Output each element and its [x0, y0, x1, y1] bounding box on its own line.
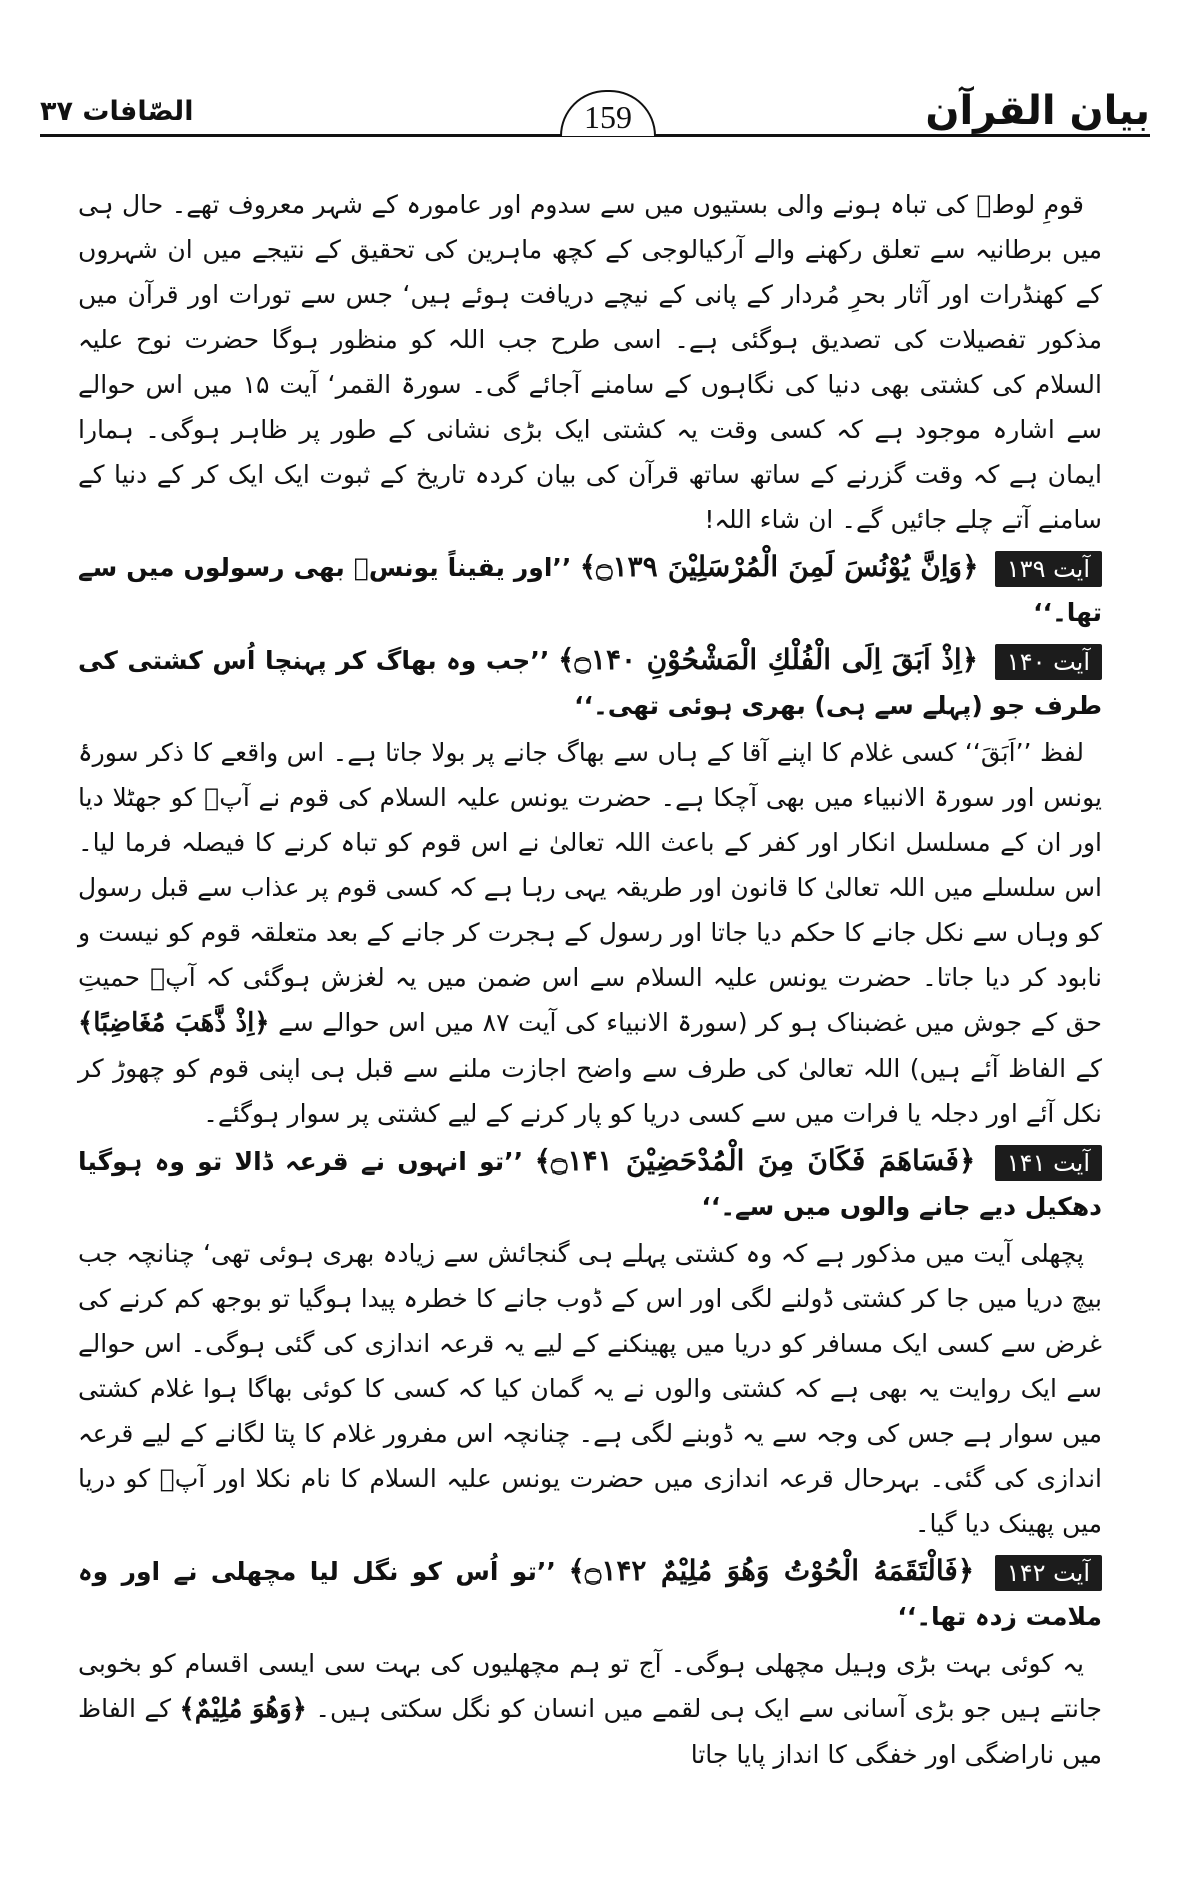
verse-translation: ’’تو انہوں نے قرعہ ڈالا تو وہ ہوگیا دھکیل دیے جانے والوں میں سے۔‘‘ [78, 1147, 1102, 1221]
verse-139 [78, 544, 1102, 635]
page-header [40, 88, 1150, 156]
paragraph-4-end: کے الفاظ میں ناراضگی اور خفگی کا انداز پایا جاتا [78, 1694, 1102, 1769]
paragraph-2 [78, 730, 1102, 1136]
verse-140 [78, 637, 1102, 728]
page-number: 159 [560, 90, 656, 136]
surah-reference: الصّافات ۳۷ [40, 96, 207, 127]
verse-141 [78, 1138, 1102, 1229]
paragraph-4 [78, 1641, 1102, 1777]
verse-translation: ’’جب وہ بھاگ کر پہنچا اُس کشتی کی طرف جو (پہلے سے ہی) بھری ہوئی تھی۔‘‘ [78, 646, 1102, 720]
paragraph-4-text: یہ کوئی بہت بڑی وہیل مچھلی ہوگی۔ آج تو ہم مچھلیوں کی بہت سی ایسی اقسام کو بخوبی جانتے ہیں جو بڑی آسانی سے ایک ہی لقمے میں انسان کو نگل سکتی ہیں۔ [78, 1649, 1102, 1723]
paragraph-2-text: لفظ ’’اَبَقَ‘‘ کسی غلام کا اپنے آقا کے ہاں سے بھاگ جانے پر بولا جاتا ہے۔ اس واقعے کا ذکر سورۂ یونس اور سورۃ الانبیاء میں بھی آچکا ہے۔ حضرت یونس علیہ السلام کی قوم نے آپؑ کو جھٹلا دیا اور ان کے مسلسل انکار اور کفر کے باعث اللہ تعالیٰ نے اس قوم کو تباہ کرنے کا فیصلہ فرما لیا۔ اس سلسلے میں اللہ تعالیٰ کا قانون اور طریقہ یہی رہا ہے کہ کسی قوم پر عذاب سے قبل رسول کو وہاں سے نکل جانے کا حکم دیا جاتا اور رسول کے ہجرت کر جانے کے بعد متعلقہ قوم کو نیست و نابود کر دیا جاتا۔ حضرت یونس علیہ السلام سے اس ضمن میں یہ لغزش ہوگئی کہ آپؑ حمیتِ حق کے جوش میں غضبناک ہو کر (سورۃ الانبیاء کی آیت ۸۷ میں اس حوالے سے [78, 738, 1102, 1037]
verse-label: آیت ۱۴۲ [995, 1555, 1102, 1591]
paragraph-3: پچھلی آیت میں مذکور ہے کہ وہ کشتی پہلے ہی گنجائش سے زیادہ بھری ہوئی تھی‘ چنانچہ جب بیچ دریا میں جا کر کشتی ڈولنے لگی اور اس کے ڈوب جانے کا خطرہ پیدا ہوگیا تو بوجھ کم کرنے کی غرض سے کسی ایک مسافر کو دریا میں پھینکنے کے لیے یہ قرعہ اندازی کی گئی ہوگی۔ اس حوالے سے ایک روایت یہ بھی ہے کہ کشتی والوں نے یہ گمان کیا کہ کسی کا کوئی بھاگا ہوا غلام کشتی میں سوار ہے جس کی وجہ سے یہ ڈوبنے لگی ہے۔ چنانچہ اس مفرور غلام کا پتا لگانے کے لیے قرعہ اندازی کی گئی۔ بہرحال قرعہ اندازی میں حضرت یونس علیہ السلام کا نام نکلا اور آپؑ کو دریا میں پھینک دیا گیا۔ [78, 1239, 1102, 1538]
book-title: بیان القرآن [911, 88, 1150, 134]
verse-label: آیت ۱۳۹ [995, 551, 1102, 587]
verse-arabic: ﴿فَسَاهَمَ فَكَانَ مِنَ الْمُدْحَضِيْنَ ۝۱۴۱﴾ [534, 1144, 976, 1177]
verse-142 [78, 1548, 1102, 1639]
inline-arabic-quote: ﴿اِذْ ذَّهَبَ مُغَاضِبًا﴾ [78, 1008, 270, 1038]
verse-arabic: ﴿فَالْتَقَمَهُ الْحُوْتُ وَهُوَ مُلِيْمٌ ۝۱۴۲﴾ [568, 1554, 975, 1587]
paragraph-2-end: کے الفاظ آئے ہیں) اللہ تعالیٰ کی طرف سے واضح اجازت ملنے سے قبل ہی اپنی قوم کو چھوڑ کر نکل آئے اور دجلہ یا فرات میں سے کسی دریا کو پار کرنے کے لیے کشتی پر سوار ہوگئے۔ [78, 1054, 1102, 1128]
verse-label: آیت ۱۴۰ [995, 644, 1102, 680]
verse-translation: ’’تو اُس کو نگل لیا مچھلی نے اور وہ ملامت زدہ تھا۔‘‘ [78, 1557, 1102, 1631]
verse-arabic: ﴿وَاِنَّ يُوْنُسَ لَمِنَ الْمُرْسَلِيْنَ ۝۱۳۹﴾ [579, 550, 979, 583]
verse-label: آیت ۱۴۱ [995, 1145, 1102, 1181]
paragraph-1: قومِ لوطؑ کی تباہ ہونے والی بستیوں میں سے سدوم اور عامورہ کے شہر معروف تھے۔ حال ہی میں برطانیہ سے تعلق رکھنے والے آرکیالوجی کے کچھ ماہرین کی تحقیق کے نتیجے میں ان شہروں کے کھنڈرات اور آثار بحرِ مُردار کے پانی کے نیچے دریافت ہوئے ہیں‘ جس سے تورات اور قرآن میں مذکور تفصیلات کی تصدیق ہوگئی ہے۔ اسی طرح جب اللہ کو منظور ہوگا حضرت نوح علیہ السلام کی کشتی بھی دنیا کی نگاہوں کے سامنے آجائے گی۔ سورۃ القمر‘ آیت ۱۵ میں اس حوالے سے اشارہ موجود ہے کہ کسی وقت یہ کشتی ایک بڑی نشانی کے طور پر ظاہر ہوگی۔ ہمارا ایمان ہے کہ وقت گزرنے کے ساتھ ساتھ قرآن کی بیان کردہ تاریخ کے ثبوت ایک ایک کر کے دنیا کے سامنے آتے چلے جائیں گے۔ ان شاء اللہ! [78, 190, 1102, 534]
verse-arabic: ﴿اِذْ اَبَقَ اِلَى الْفُلْكِ الْمَشْحُوْنِ ۝۱۴۰﴾ [558, 643, 979, 676]
page-body [78, 182, 1102, 1777]
inline-arabic-quote: ﴿وَهُوَ مُلِيْمٌ﴾ [179, 1694, 307, 1724]
verse-translation: ’’اور یقیناً یونسؑ بھی رسولوں میں سے تھا۔‘‘ [78, 553, 1102, 627]
